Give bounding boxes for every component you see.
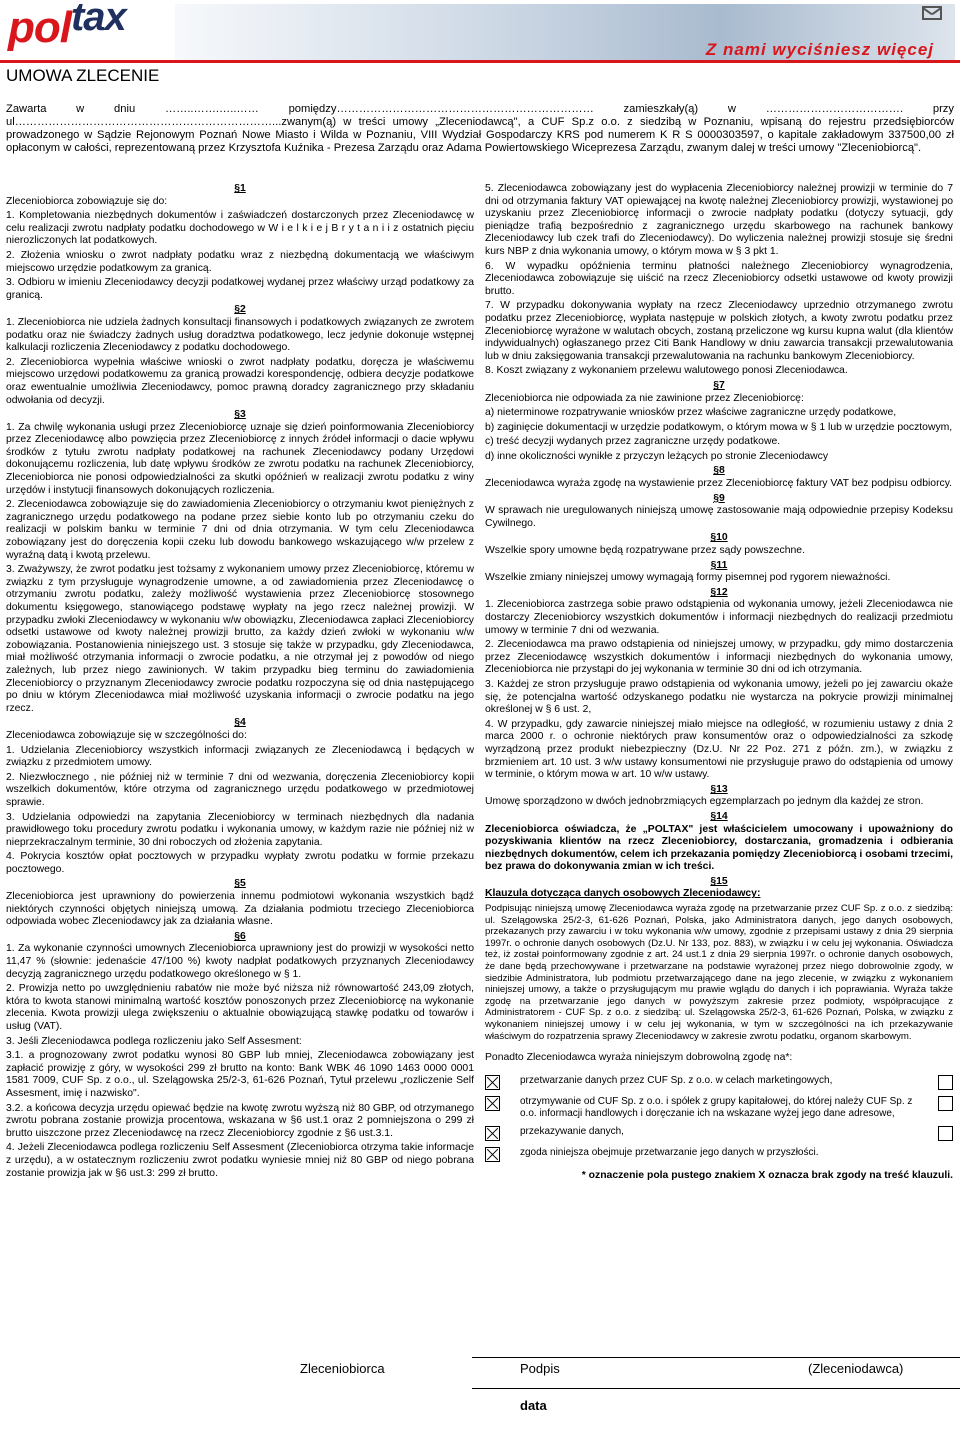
- consent-item: [485, 1096, 953, 1120]
- section-number: §4: [234, 717, 246, 729]
- section-number: §6: [234, 930, 246, 942]
- intro-paragraph: Zawarta w dniu ……..…….…..…… pomiędzy…………………………………………………………… zamieszkały(ą) w ………………………………. przy ul……………………………………………………………...zwanym(ą) w treści umowy „Zleceniodawcą", a CUF Sp.z o.o. z siedzibą w Poznaniu, wpisaną do rejestru przedsiębiorców prowadzonego w Sądzie Rejonowym Poznań Nowe Miasto i Wilda w Poznaniu, VIII Wydział Gospodarczy KRS pod numerem K R S 0000303597, o kapitale zakładowym 337500,00 zł opłaconym w całości, reprezentowaną przez Krzysztofa Kuźnika - Prezesa Zarządu oraz Adama Powiertowskiego Wiceprezesa Zarządu, zwanym dalej w treści umowy "Zleceniobiorcą".: [6, 103, 954, 154]
- clause-paragraph: 1. Za wykonanie czynności umownych Zleceniobiorca uprawniony jest do prowizji w wysokości netto 11,47 % (słownie: jedenaście 47/100 %) kwoty nadpłat podatkowych przyznanych Zleceniodawcy decyzją zagranicznego urzędu podatkowego określonego w § 1.: [6, 943, 474, 980]
- document-title: UMOWA ZLECENIE: [6, 66, 160, 85]
- clause-paragraph: Zleceniobiorca zobowiązuje się do:: [6, 195, 168, 207]
- clause-paragraph: 1. Za chwilę wykonania usługi przez Zleceniobiorcę uznaje się dzień poinformowania Zleceniobiorcy przez Zleceniodawcę albo powzięcia przez Zleceniobiorcę z innych źródeł informacji o dacie wpływu środków z tytułu zwrotu nadpłaty podatkowej na rachunek Zleceniodawcy podany Urzędowi dokonującemu rozliczenia, lub datę wpływu środków ze zwrotu podatku na rachunek Zleceniobiorcy, Zleceniobiorca nie ponosi odpowiedzialności za skutki opóźnień w realizacji zwrotu podatku z winy urzędów i instytucji finansowych dokonujących rozliczenia.: [6, 421, 474, 496]
- clause-paragraph: Klauzula dotycząca danych osobowych Zleceniodawcy:: [485, 888, 761, 900]
- section-number: §14: [710, 810, 728, 822]
- clause-paragraph: 3. Zważywszy, że zwrot podatku jest tożsamy z wykonaniem umowy przez Zleceniobiorcę, któremu w związku z tym przysługuje wynagrodzenie umowne, a od zawiadomienia przez Zleceniodawcę o otrzymaniu zwrotu podatku, zależy możliwość wystawienia przez Zleceniobiorcę stosownego dokumentu księgowego, stanowiącego podstawę wypłaty na jego rzecz należnej prowizji. W przypadku zwłoki Zleceniodawcy w wykonaniu w/w obowiązku, Zleceniodawca zapłaci Zleceniobiorcy odsetki ustawowe od kwoty należnej prowizji brutto, za każdy dzień zwłoki w wykonaniu w/w zobowiązania. Postanowienia niniejszego ust. 3 stosuje się także w przypadku, gdy Zleceniodawca, miał możliwość otrzymania informacji o zwrocie podatku, a nie otrzymał jej z powodów od niego zależnych, lub przez niego zawinionych. W takim przypadku bieg terminu do zawiadomienia Zleceniobiorcy o przyznanym Zleceniodawcy zwrocie podatku rozpoczyna się od dnia następującego po dniu w którym Zleceniodawca miał możliwość uzyskania informacji o zwrocie podatku na jego rzecz.: [6, 564, 474, 714]
- clause-paragraph: Zleceniodawca zobowiązuje się w szczególności do:: [6, 729, 247, 741]
- clause-paragraph: 2. Zleceniodawca zobowiązuje się do zawiadomienia Zleceniobiorcy o otrzymaniu kwot pieniężnych z zagranicznego urzędu podatkowego na podane przez siebie konto lub po otrzymaniu czeku do realizacji w polskim banku w terminie 7 dni od dnia otrzymania. W tym celu Zleceniodawca zobowiązany jest do doręczenia kopii czeku lub dowodu bankowego wskazującego w/w przelew z wyraźną datą i kwotą przelewu.: [6, 499, 474, 561]
- clause-paragraph: 1. Zleceniobiorca nie udziela żadnych konsultacji finansowych i podatkowych związanych ze zwrotem podatku oraz nie świadczy żadnych usług doradztwa podatkowego, lecz jedynie dokonuje wstępnej kalkulacji rozliczenia Zleceniodawcy z podatku dochodowego.: [6, 316, 474, 354]
- section-number: §8: [713, 465, 725, 477]
- clause-paragraph: a) nieterminowe rozpatrywanie wniosków przez właściwe zagraniczne urzędy podatkowe,: [485, 407, 897, 419]
- section-number: §1: [234, 183, 246, 194]
- clause-paragraph: Wszelkie zmiany niniejszej umowy wymagają formy pisemnej pod rygorem nieważności.: [485, 572, 891, 584]
- consent-intro: Ponadto Zleceniodawca wyraża niniejszym dobrowolną zgodę na*:: [485, 1052, 793, 1064]
- consent-note: * oznaczenie pola pustego znakiem X oznacza brak zgody na treść klauzuli.: [581, 1169, 953, 1181]
- section-number: §7: [713, 379, 725, 391]
- mail-icon[interactable]: [922, 6, 942, 20]
- consent-checkbox[interactable]: [485, 1147, 500, 1162]
- signature-left-label: Zleceniobiorca: [300, 1361, 385, 1376]
- poltax-logo: poltax: [8, 0, 126, 52]
- clause-paragraph: 7. W przypadku dokonywania wypłaty na rzecz Zleceniodawcy uprzednio otrzymanego zwrotu podatku przez Zleceniobiorcę, wypłata następuje w polskich złotych, a kwoty zwrotu podatku przez Zleceniobiorcę wyrażone w walutach obcych, zostaną przeliczone wg kursu kupna walut (dla klientów indywidualnych) ogłaszanego przez Citi Bank Handlowy w dniu zawarcia transakcji przewalutowania lub w dniu zaksięgowania transakcji przewalutowania na rachunku bankowym Zleceniobiorcy.: [485, 300, 953, 362]
- clause-paragraph: Podpisując niniejszą umowę Zleceniodawca wyraża zgodę na przetwarzanie przez CUF Sp. z o.o. z siedzibą: ul. Szelągowska 25/2-3, 61-626 Poznań, Polska, jako Administratora danych, jego danych osobowych, przekazanych przy zawarciu i w toku wykonania w/w umowy, zgodnie z przepisami ustawy z dnia 29 sierpnia 1997r. o ochronie danych osobowych (Dz.U. Nr 133, poz. 883), w związku i w celu jej wykonania. Oświadcza też, iż został poinformowany zgodnie z art. 24 ust.1 z dnia 29 sierpnia 1997r. o ochronie danych osobowych, że dane będą przechowywane i przetwarzane na podstawie wyrażonej przez niego dobrowolnie zgody, w siedzibie Administratora, lub podmiotu przetwarzającego dane na jego zlecenie, w związku z wykonaniem niniejszej umowy, a także o przysługującym mu prawie wglądu do danych i ich poprawiania. Wyraża także zgodę na przetwarzanie jego danych w powyższym zakresie przez podmioty, współpracujące z Administratorem - CUF Sp. z o.o. z siedzibą: ul. Szelągowska 25/2-3, 61-626 Poznań, Polska, w związku z wykonaniem niniejszej umowy i w celu jej wykonania, w tym w szczególności na ich przekazywanie właściwym do rozpatrzenia sprawy Zleceniodawcy w zakresie zwrotu podatku, organom skarbowym.: [485, 903, 953, 1042]
- header: [0, 0, 960, 62]
- consent-text: przetwarzanie danych przez CUF Sp. z o.o. w celach marketingowych,: [520, 1074, 833, 1086]
- consent-empty-box[interactable]: [938, 1075, 953, 1090]
- clause-paragraph: 4. Jeżeli Zleceniodawca podlega rozliczeniu Self Assesment (Zleceniobiorca otrzyma takie informacje z urzędu), a w ostatecznym rozliczeniu zwrot podatku wyniesie mniej niż 80 GBP od niego pobrana zostanie prowizja jak w §6 ust.3: 299 zł brutto.: [6, 1142, 474, 1179]
- section-number: §11: [710, 559, 728, 571]
- section-number: §9: [713, 492, 725, 504]
- consent-item: [485, 1075, 953, 1090]
- consent-empty-box[interactable]: [938, 1096, 953, 1111]
- clause-paragraph: Zleceniobiorca oświadcza, że „POLTAX" jest właścicielem umocowany i upoważniony do pozyskiwania klientów na rzecz Zleceniobiorcy, dostarczania, gromadzenia i odbierania niezbędnych dokumentów, celem ich przekazania pomiędzy Zleceniobiorcą i osobami trzecimi, bez prawa do dokonywania zmian w ich treści.: [485, 823, 953, 873]
- clause-paragraph: Zleceniodawca wyraża zgodę na wystawienie przez Zleceniobiorcę faktury VAT bez podpisu odbiorcy.: [485, 478, 953, 490]
- clause-paragraph: 1. Kompletowania niezbędnych dokumentów i zaświadczeń dostarczonych przez Zleceniodawcę w celu realizacji zwrotu nadpłaty podatku dochodowego w W i e l k i e j B r y t a n i i z ostatnich pięciu nierozliczonych lat podatkowych.: [6, 210, 474, 247]
- clause-paragraph: 3.1. a prognozowany zwrot podatku wynosi 80 GBP lub mniej, Zleceniodawca zobowiązany jest zapłacić prowizję z góry, w wysokości 299 zł brutto na konto: Bank WBK 46 1090 1463 0000 0001 1581 7009, CUF Sp. z o.o., ul. Szelągowska 25/2-3, 61-626 Poznań, Tytuł przelewu „rozliczenie Self Assesment, imię i nazwisko".: [6, 1050, 474, 1099]
- clause-paragraph: 3. Jeśli Zleceniodawca podlega rozliczeniu jako Self Assesment:: [6, 1035, 302, 1047]
- signature-right-label: (Zleceniodawca): [808, 1361, 904, 1376]
- header-divider: [0, 60, 960, 63]
- signature-mid-label: Podpis: [520, 1361, 560, 1376]
- clause-paragraph: 3. Odbioru w imieniu Zleceniodawcy decyzji podatkowej wydanej przez właściwy urząd podatkowy za granicą.: [6, 277, 474, 301]
- consent-text: zgoda niniejsza obejmuje przetwarzanie jego danych w przyszłości.: [520, 1146, 819, 1158]
- consent-list: [485, 1075, 953, 1162]
- left-column: [6, 183, 474, 1182]
- section-number: §5: [234, 878, 246, 890]
- clause-paragraph: d) inne okoliczności wynikłe z przyczyn leżących po stronie Zleceniodawcy: [485, 450, 829, 462]
- section-number: §12: [710, 586, 728, 598]
- clause-paragraph: 2. Niezwłocznego , nie później niż w terminie 7 dni od wezwania, doręczenia Zleceniobiorcy kopii wszelkich dokumentów, które otrzyma od zagranicznego urzędu podatkowego w przedmiotowej sprawie.: [6, 771, 474, 808]
- clause-paragraph: 3. Udzielania odpowiedzi na zapytania Zleceniobiorcy w terminach niezbędnych dla nadania prawidłowego toku procedury zwrotu podatku i wykonania umowy, w każdym razie nie później niż w nieprzekraczalnym terminie, 30 dni roboczych od złożenia zapytania.: [6, 811, 474, 848]
- clause-paragraph: 2. Prowizja netto po uwzględnieniu rabatów nie może być niższa niż równowartość 243,09 złotych, która to kwota stanowi minimalną wartość kosztów ponoszonych przez Zleceniobiorcę na wykonanie zlecenia. Kwota prowizji ulega zwiększeniu o aktualnie obowiązującą stawkę podatku od towarów i usług (VAT).: [6, 983, 474, 1032]
- consent-item: [485, 1126, 953, 1141]
- clause-paragraph: Zleceniobiorca jest uprawniony do powierzenia innemu podmiotowi wykonania wszystkich bądź niektórych czynności objętych niniejszą umową. Za działania podmiotu trzeciego Zleceniobiorca odpowiada wobec Zleceniodawcy jak za działania własne.: [6, 891, 474, 928]
- consent-text: otrzymywanie od CUF Sp. z o.o. i spółek z grupy kapitałowej, do której należy CUF Sp. z o.o. informacji handlowych i doręczanie ich na wskazane wyżej jego dane adresowe,: [520, 1095, 913, 1119]
- clause-paragraph: 2. Zleceniobiorca wypełnia właściwe wnioski o zwrot nadpłaty podatku, doręcza je właściwemu miejscowo urzędowi podatkowemu za granicą prowadzi korespondencję, odbiera decyzje podatkowe oraz ewentualnie umożliwia Zleceniodawcy, pomoc prawną doradcy zagranicznego przy składaniu odwołania od decyzji.: [6, 356, 474, 406]
- clause-paragraph: Umowę sporządzono w dwóch jednobrzmiących egzemplarzach po jednym dla każdej ze stron.: [485, 796, 924, 808]
- consent-empty-box[interactable]: [938, 1126, 953, 1141]
- date-label: data: [520, 1398, 547, 1413]
- clause-paragraph: 1. Zleceniobiorca zastrzega sobie prawo odstąpienia od wykonania umowy, jeżeli Zleceniodawca nie dostarczy Zleceniobiorcy wszystkich dokumentów i informacji niezbędnych do realizacji przedmiotu umowy w terminie 7 dni od wezwania.: [485, 599, 953, 636]
- section-number: §13: [710, 783, 728, 795]
- consent-checkbox[interactable]: [485, 1096, 500, 1111]
- signature-line-top: [472, 1357, 960, 1358]
- consent-checkbox[interactable]: [485, 1126, 500, 1141]
- clause-paragraph: W sprawach nie uregulowanych niniejszą umowę zastosowanie mają odpowiednie przepisy Kodeksu Cywilnego.: [485, 505, 953, 529]
- clause-paragraph: 8. Koszt związany z wykonaniem przelewu walutowego ponosi Zleceniodawca.: [485, 365, 848, 377]
- clause-paragraph: b) zaginięcie dokumentacji w urzędzie podatkowym, o którym mowa w § 1 lub w urzędzie pocztowym,: [485, 421, 953, 433]
- section-number: §10: [710, 532, 728, 544]
- clause-paragraph: 3. Każdej ze stron przysługuje prawo odstąpienia od wykonania umowy, jeżeli po jej zawarciu okaże się, że potencjalna wartość odzyskanego podatku nie wystarcza na pokrycie prowizji minimalnej określonej w § 6 ust. 2,: [485, 678, 953, 716]
- clause-paragraph: 1. Udzielania Zleceniobiorcy wszystkich informacji związanych ze Zleceniodawcą i będących w związku z przedmiotem umowy.: [6, 744, 474, 769]
- clause-paragraph: 6. W wypadku opóźnienia terminu płatności należnego Zleceniobiorcy wynagrodzenia, Zleceniodawca zobowiązuje się uiścić na rzecz Zleceniobiorcy odsetki ustawowe od kwoty prowizji brutto.: [485, 260, 953, 297]
- clause-paragraph: 2. Złożenia wniosku o zwrot nadpłaty podatku wraz z niezbędną dokumentacją we właściwym miejscowo urzędzie podatkowym za granicą.: [6, 249, 474, 274]
- clause-paragraph: 3.2. a końcowa decyzja urzędu opiewać będzie na kwotę zwrotu wyższą niż 80 GBP, od otrzymanego zwrotu pobrana zostanie prowizja procentowa, wskazana w §6 ust.1 oraz 2 pomniejszona o 299 zł brutto uiszczone przez Zleceniodawcę na rzecz Zleceniobiorcy zgodnie z §6 ust.3.1.: [6, 1102, 474, 1139]
- consent-checkbox[interactable]: [485, 1075, 500, 1090]
- clause-paragraph: 5. Zleceniodawca zobowiązany jest do wypłacenia Zleceniobiorcy należnej prowizji w terminie do 7 dni od otrzymania faktury VAT opiewającej na kwotę należnej Zleceniobiorcy prowizji, wystawionej po uzyskaniu przez Zleceniobiorcę informacji o zwrocie nadpłaty podatku (dotyczy sytuacji, gdy pieniądze trafią bezpośrednio z zagranicznego urzędu skarbowego na rachunek bankowy Zleceniodawcy lub czek trafi do Zleceniodawcy). Do wyliczenia należnej prowizji stosuje się średni kurs NBP z dnia wykonania umowy, o którym mowa w § 3 pkt 1.: [485, 183, 953, 257]
- section-number: §2: [234, 304, 246, 316]
- consent-text: przekazywanie danych,: [520, 1125, 624, 1137]
- signature-line-mid: [472, 1388, 960, 1389]
- clause-paragraph: 2. Zleceniodawca ma prawo odstąpienia od niniejszej umowy, w przypadku, gdy mimo dostarczenia przez Zleceniodawcę wszystkich dokumentów i informacji niezbędnych do wykonania umowy, Zleceniobiorca nie przystąpi do jej wykonania w terminie 30 dni od ich otrzymania.: [485, 639, 953, 676]
- clause-paragraph: 4. Pokrycia kosztów opłat pocztowych w przypadku wypłaty zwrotu podatku w formie przekazu pocztowego.: [6, 851, 474, 875]
- clause-paragraph: Zleceniobiorca nie odpowiada za nie zawinione przez Zleceniobiorcę:: [485, 392, 804, 404]
- clause-paragraph: c) treść decyzji wydanych przez zagraniczne urzędy podatkowe.: [485, 436, 781, 448]
- slogan: Z nami wyciśniesz więcej: [705, 40, 934, 59]
- clause-paragraph: 4. W przypadku, gdy zawarcie niniejszej miało miejsce na odległość, w rozumieniu ustawy z dnia 2 marca 2000 r. o ochronie niektórych praw konsumentów oraz o odpowiedzialności za szkodę wyrządzoną przez produkt niebezpieczny (Dz.U. Nr 22 Poz. 271 z późn. zm.), w związku z brzmieniem art. 10 ust. 3 w/w ustawy konsumentowi nie przysługuje prawo do odstąpienia od umowy w terminie, o którym mowa w art. 10 w/w ustawy.: [485, 718, 953, 781]
- right-column: [485, 183, 953, 1182]
- section-number: §15: [710, 875, 728, 887]
- clause-paragraph: Wszelkie spory umowne będą rozpatrywane przez sądy powszechne.: [485, 545, 805, 557]
- consent-item: [485, 1147, 953, 1162]
- section-number: §3: [234, 409, 246, 421]
